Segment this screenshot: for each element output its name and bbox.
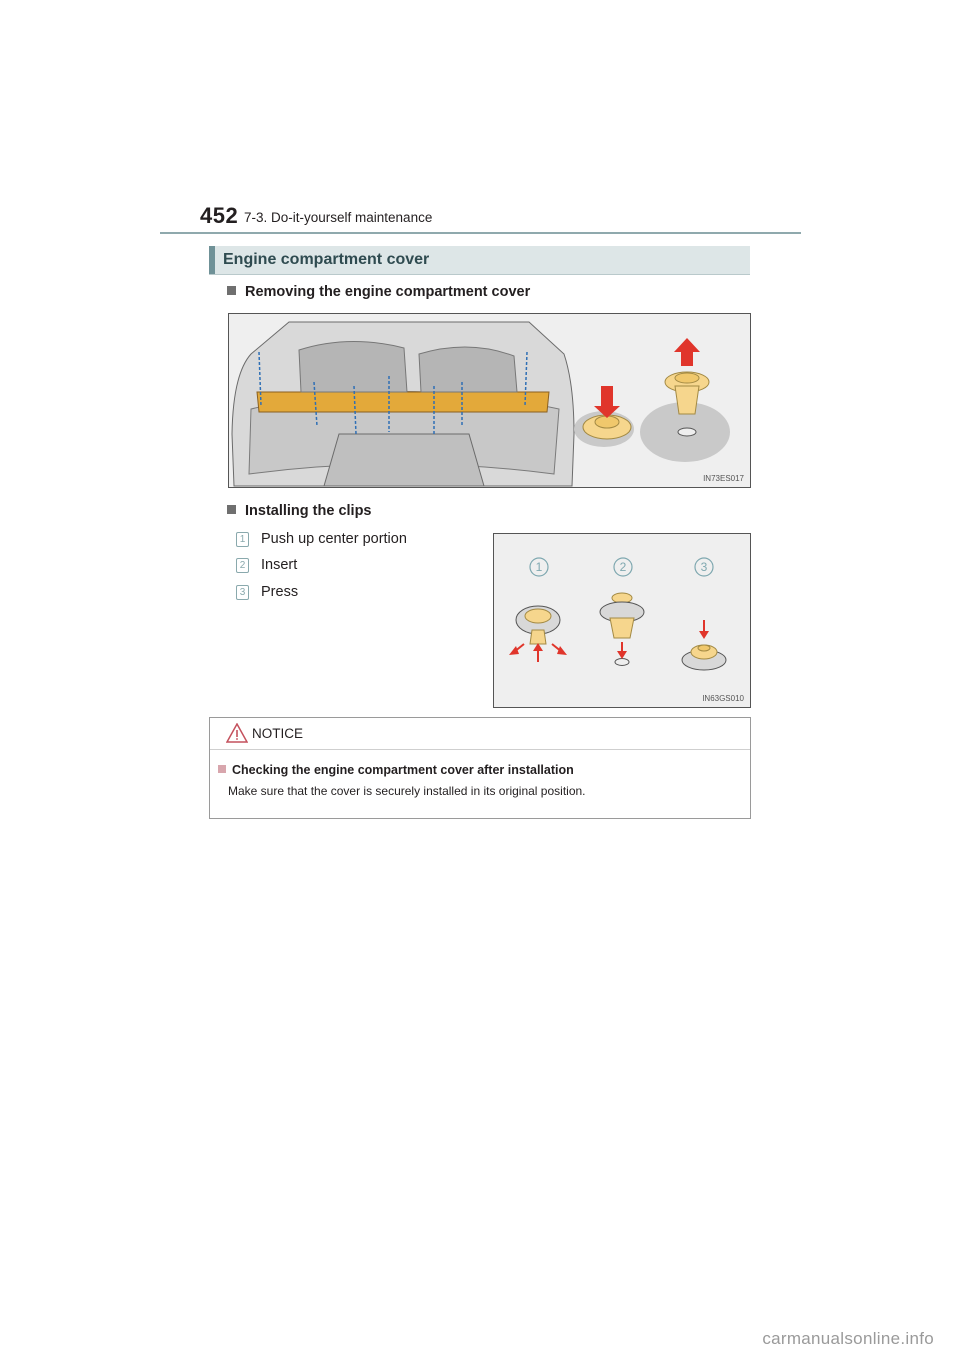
section-accent: [209, 246, 215, 274]
step-number-1: 1: [236, 532, 249, 547]
clip-installation-illustration: [493, 533, 751, 708]
figure-code: IN63GS010: [702, 694, 744, 703]
header-divider: [160, 232, 801, 234]
clip-steps-drawing: [494, 534, 750, 707]
notice-subheading-text: Checking the engine compartment cover after installation: [232, 763, 574, 777]
callout-2: 2: [619, 560, 627, 574]
watermark[interactable]: carmanualsonline.info: [762, 1329, 934, 1348]
page-number: 452: [200, 203, 239, 228]
removing-title: Removing the engine compartment cover: [245, 284, 531, 300]
step-text-3: Press: [261, 584, 299, 600]
step-1: [236, 531, 407, 547]
chapter-title: 7-3. Do-it-yourself maintenance: [244, 210, 433, 225]
square-bullet-icon: [227, 286, 236, 295]
warning-triangle-icon: [226, 723, 248, 743]
step-text-2: Insert: [261, 557, 298, 573]
step-number-3: 3: [236, 585, 249, 600]
engine-compartment-illustration: [228, 313, 751, 488]
step-2: [236, 557, 297, 573]
section-header: [209, 246, 750, 275]
notice-body: Make sure that the cover is securely installed in its original position.: [228, 784, 586, 798]
square-bullet-icon: [227, 505, 236, 514]
figure-code: IN73ES017: [703, 474, 744, 483]
notice-header: [210, 718, 750, 750]
notice-box: [209, 717, 751, 819]
callout-1: 1: [535, 560, 543, 574]
callout-3: 3: [700, 560, 708, 574]
section-title: Engine compartment cover: [223, 251, 430, 268]
step-text-1: Push up center portion: [261, 531, 407, 547]
step-3: [236, 584, 298, 600]
notice-subheading: [218, 763, 574, 777]
step-number-2: 2: [236, 558, 249, 573]
installing-title: Installing the clips: [245, 503, 372, 519]
engine-bay-drawing: [229, 314, 750, 487]
notice-label: NOTICE: [252, 726, 304, 741]
square-bullet-icon: [218, 765, 226, 773]
removing-subheading: [227, 284, 530, 300]
installing-subheading: [227, 503, 372, 519]
